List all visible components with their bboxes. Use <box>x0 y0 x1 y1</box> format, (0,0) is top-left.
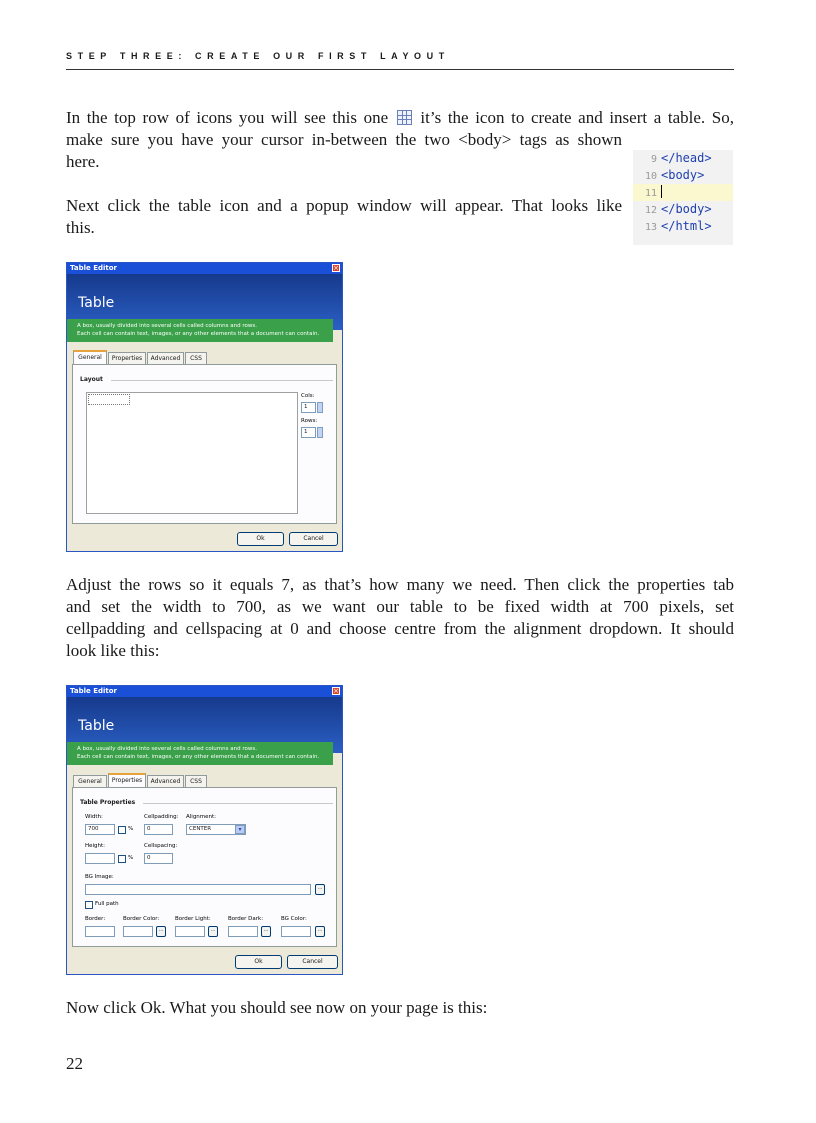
bg-color-input[interactable] <box>281 926 311 937</box>
para3-line-1: Adjust the rows so it equals 7, as that’s how many we need. Then click the properties tab <box>66 575 734 594</box>
group-divider <box>143 803 333 804</box>
para2-line-2: this. <box>66 218 95 237</box>
width-input[interactable]: 700 <box>85 824 115 835</box>
para4-line-1: Now click Ok. What you should see now on your page is this: <box>66 998 488 1017</box>
fullpath-label: Full path <box>95 901 119 907</box>
dialog-description: A box, usually divided into several cells called columns and rows. Each cell can contain text, images, or any other elements that a document can contain. <box>67 742 333 765</box>
tab-general[interactable]: General <box>73 350 107 364</box>
banner-title: Table <box>78 718 115 734</box>
height-input[interactable] <box>85 853 115 864</box>
code-line: 13 </html> <box>644 219 712 233</box>
tab-properties[interactable]: Properties <box>108 773 146 787</box>
tab-panel <box>72 787 337 947</box>
bgimage-browse-button[interactable]: ... <box>315 884 325 895</box>
border-color-label: Border Color: <box>123 916 160 922</box>
close-icon[interactable]: × <box>333 264 339 272</box>
percent-label: % <box>128 855 134 861</box>
code-line: 10 <body> <box>644 168 705 182</box>
cellspacing-input[interactable]: 0 <box>144 853 173 864</box>
rows-label: Rows: <box>301 418 318 424</box>
cols-label: Cols: <box>301 393 315 399</box>
cancel-button[interactable]: Cancel <box>287 955 338 969</box>
tab-properties[interactable]: Properties <box>108 352 146 364</box>
group-label: Table Properties <box>80 799 136 806</box>
border-color-picker-button[interactable]: ... <box>156 926 166 937</box>
intro-line-2: make sure you have your cursor in-between the two <body> tags as shown <box>66 130 622 149</box>
para3-line-3: cellpadding and cellspacing at 0 and choose centre from the alignment dropdown. It should <box>66 619 734 638</box>
text-cursor <box>661 185 662 198</box>
intro-line-3: here. <box>66 152 100 171</box>
para2-line-1: Next click the table icon and a popup window will appear. That looks like <box>66 196 622 215</box>
rows-spinner[interactable] <box>317 427 323 438</box>
tab-panel <box>72 364 337 524</box>
border-color-input[interactable] <box>123 926 153 937</box>
code-snippet <box>633 150 733 245</box>
height-percent-checkbox[interactable] <box>118 855 126 863</box>
dialog-titlebar: Table Editor <box>67 263 342 274</box>
width-percent-checkbox[interactable] <box>118 826 126 834</box>
ok-button[interactable]: Ok <box>237 532 284 546</box>
intro-line-1 <box>66 107 734 129</box>
border-dark-label: Border Dark: <box>228 916 264 922</box>
border-light-label: Border Light: <box>175 916 211 922</box>
height-label: Height: <box>85 843 106 849</box>
layout-preview <box>86 392 298 514</box>
bgimage-input[interactable] <box>85 884 311 895</box>
table-editor-dialog-properties <box>66 685 343 975</box>
preview-cell <box>88 394 130 405</box>
tab-css[interactable]: CSS <box>185 775 207 787</box>
cellpadding-label: Cellpadding: <box>144 814 179 820</box>
para3-line-4: look like this: <box>66 641 160 660</box>
alignment-label: Alignment: <box>186 814 217 820</box>
border-label: Border: <box>85 916 106 922</box>
bg-color-picker-button[interactable]: ... <box>315 926 325 937</box>
table-editor-dialog-general <box>66 262 343 552</box>
chevron-down-icon[interactable]: ▾ <box>235 825 245 834</box>
border-light-picker-button[interactable]: ... <box>208 926 218 937</box>
para3-line-2: and set the width to 700, as we want our table to be fixed width at 700 pixels, set <box>66 597 734 616</box>
cancel-button[interactable]: Cancel <box>289 532 338 546</box>
border-dark-picker-button[interactable]: ... <box>261 926 271 937</box>
cols-input[interactable]: 1 <box>301 402 316 413</box>
cellspacing-label: Cellspacing: <box>144 843 178 849</box>
intro-text-b: it’s the icon to create and insert a table. So, <box>420 108 734 127</box>
ok-button[interactable]: Ok <box>235 955 282 969</box>
header-rule <box>66 69 734 70</box>
bg-color-label: BG Color: <box>281 916 307 922</box>
dialog-titlebar: Table Editor <box>67 686 342 697</box>
percent-label: % <box>128 826 134 832</box>
group-divider <box>111 380 333 381</box>
tab-advanced[interactable]: Advanced <box>147 775 184 787</box>
insert-table-icon <box>397 110 412 125</box>
border-dark-input[interactable] <box>228 926 258 937</box>
code-line: 12 </body> <box>644 202 712 216</box>
alignment-value: CENTER <box>189 826 212 832</box>
group-label: Layout <box>80 376 103 383</box>
cellpadding-input[interactable]: 0 <box>144 824 173 835</box>
width-label: Width: <box>85 814 103 820</box>
rows-input[interactable]: 1 <box>301 427 316 438</box>
code-line: 9 </head> <box>650 151 712 165</box>
alignment-select[interactable] <box>186 824 246 835</box>
page-number: 22 <box>66 1054 83 1073</box>
code-line-current: 11 <box>633 184 733 201</box>
banner-title: Table <box>78 295 115 311</box>
fullpath-checkbox[interactable] <box>85 901 93 909</box>
close-icon[interactable]: × <box>333 687 339 695</box>
bgimage-label: BG Image: <box>85 874 114 880</box>
dialog-description: A box, usually divided into several cells called columns and rows. Each cell can contain text, images, or any other elements that a document can contain. <box>67 319 333 342</box>
tab-advanced[interactable]: Advanced <box>147 352 184 364</box>
tab-general[interactable]: General <box>73 775 107 787</box>
tab-css[interactable]: CSS <box>185 352 207 364</box>
intro-text-a: In the top row of icons you will see this one <box>66 108 389 127</box>
border-input[interactable] <box>85 926 115 937</box>
running-header: STEP THREE: CREATE OUR FIRST LAYOUT <box>66 51 450 61</box>
cols-spinner[interactable] <box>317 402 323 413</box>
border-light-input[interactable] <box>175 926 205 937</box>
